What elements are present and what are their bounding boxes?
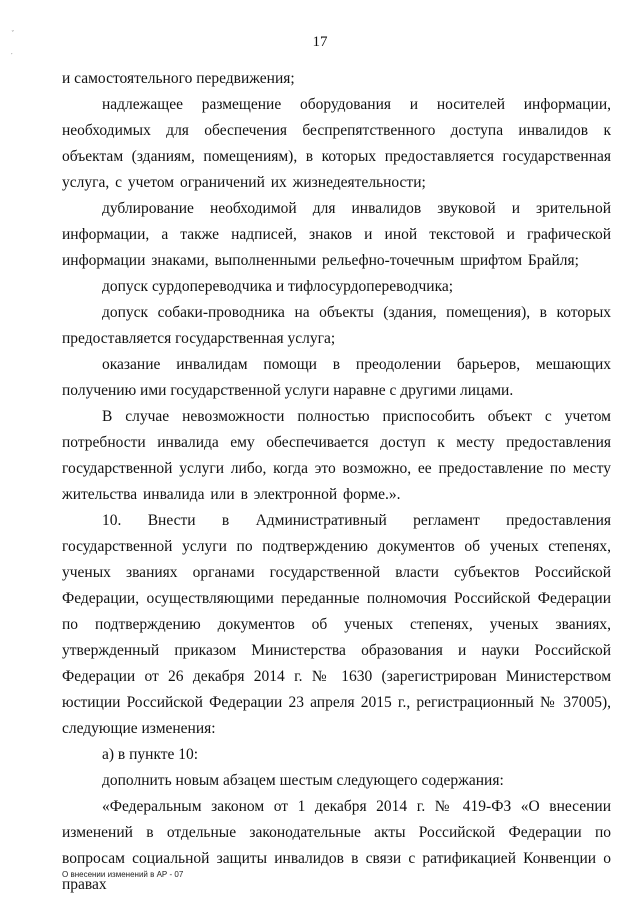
scan-artifact-mark: ′ (11, 52, 13, 60)
page-number: 17 (312, 34, 328, 50)
paragraph-federal-law-quote: «Федеральным законом от 1 декабря 2014 г. № 419-ФЗ «О внесении изменений в отдельные законодательные акты Российской Федерации по вопросам социальной защиты инвалидов в связи с ратификацией Конвенции о правах (62, 798, 611, 893)
document-body (62, 66, 611, 898)
paragraph-sign-interpreter: допуск сурдопереводчика и тифлосурдопереводчика; (102, 278, 454, 295)
paragraph-item-10: 10. Внести в Административный регламент предоставления государственной услуги по подтверждению документов об ученых степенях, ученых званиях органами государственной власти субъектов Российской Федерации, осуществляющими переданные полномочия Российской Федерации по подтверждению документов об ученых степенях, ученых званиях, утвержденный приказом Министерства образования и науки Российской Федерации от 26 декабря 2014 г. № 1630 (зарегистрирован Министерством юстиции Российской Федерации 23 апреля 2015 г., регистрационный № 37005), следующие изменения: (62, 512, 611, 737)
paragraph-subitem-a: а) в пункте 10: (102, 746, 199, 763)
paragraph-guide-dog: допуск собаки-проводника на объекты (здания, помещения), в которых предоставляется государственная услуга; (62, 304, 611, 347)
paragraph-add-sixth: дополнить новым абзацем шестым следующего содержания: (102, 772, 504, 789)
paragraph-equipment-placement: надлежащее размещение оборудования и носителей информации, необходимых для обеспечения беспрепятственного доступа инвалидов к объектам (зданиям, помещениям), в которых предоставляется государственная услуга, с учетом ограничений их жизнедеятельности; (62, 96, 611, 191)
paragraph-information-duplication: дублирование необходимой для инвалидов звуковой и зрительной информации, а также надписей, знаков и иной текстовой и графической информации знаками, выполненными рельефно-точечным шрифтом Брайля; (62, 200, 611, 269)
paragraph-continuation: и самостоятельного передвижения; (62, 70, 295, 87)
paragraph-alternative-access: В случае невозможности полностью приспособить объект с учетом потребности инвалида ему обеспечивается доступ к месту предоставления государственной услуги либо, когда это возможно, ее предоставление по месту жительства инвалида или в электронной форме.». (62, 408, 611, 503)
footer-doc-reference: О внесении изменений в АР - 07 (62, 870, 184, 879)
scan-artifact-mark: ˇ (11, 30, 15, 38)
paragraph-barrier-assistance: оказание инвалидам помощи в преодолении барьеров, мешающих получению ими государственной услуги наравне с другими лицами. (62, 356, 611, 399)
